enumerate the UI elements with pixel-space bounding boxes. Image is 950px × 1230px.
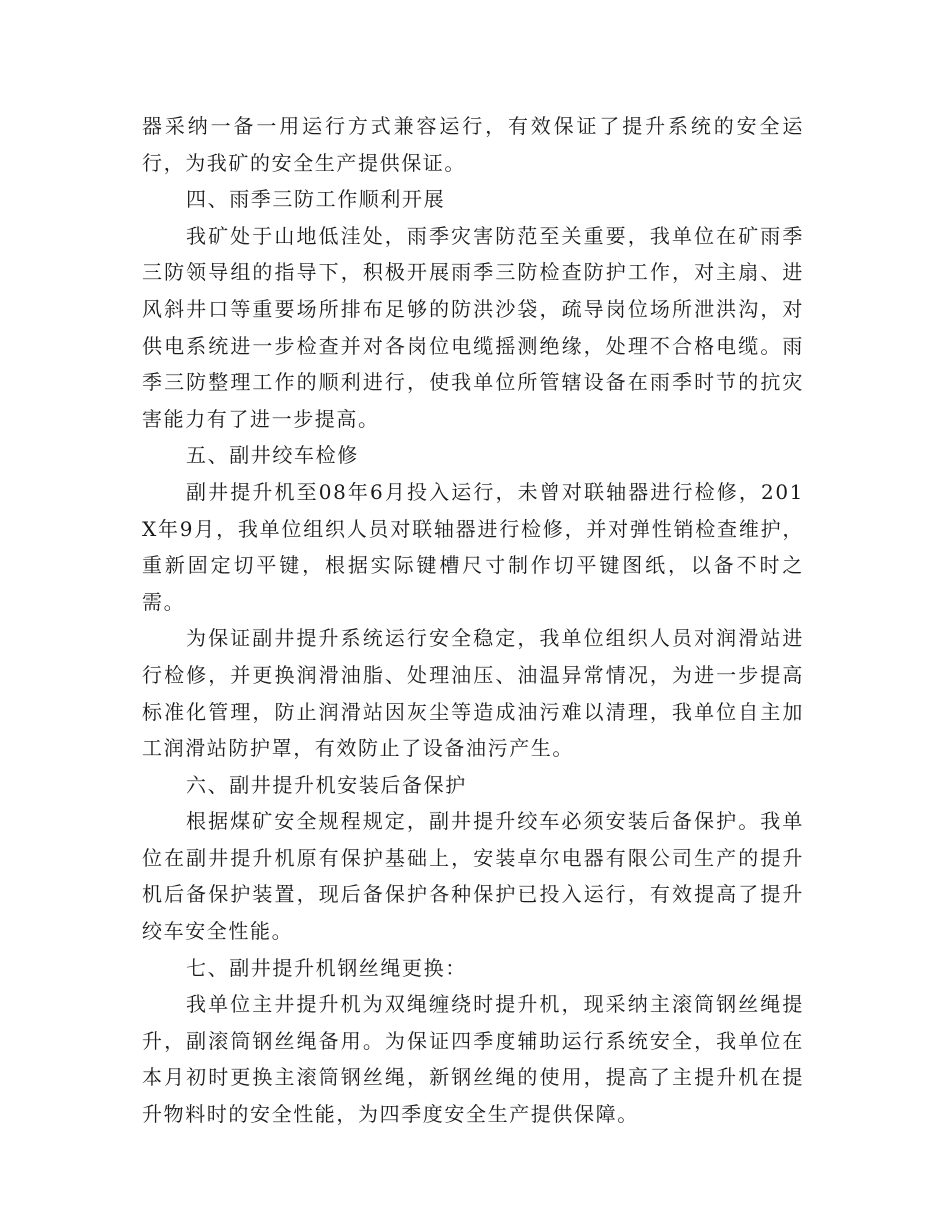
paragraph-wire-rope: 我单位主井提升机为双绳缠绕时提升机，现采纳主滚筒钢丝绳提升，副滚筒钢丝绳备用。为保证四季度辅助运行系统安全，我单位在本月初时更换主滚筒钢丝绳，新钢丝绳的使用，提高了主提升机在提升物料时的安全性能，为四季度安全生产提供保障。 <box>142 992 804 1127</box>
paragraph-backup-protection: 根据煤矿安全规程规定，副井提升绞车必须安装后备保护。我单位在副井提升机原有保护基础上，安装卓尔电器有限公司生产的提升机后备保护装置，现后备保护各种保护已投入运行，有效提高了提升绞车安全性能。 <box>142 809 804 944</box>
paragraph-continuation: 器采纳一备一用运行方式兼容运行，有效保证了提升系统的安全运行，为我矿的安全生产提供保证。 <box>142 114 804 175</box>
paragraph-coupling-repair: 副井提升机至08年6月投入运行，未曾对联轴器进行检修，201X年9月，我单位组织人员对联轴器进行检修，并对弹性销检查维护，重新固定切平键，根据实际键槽尺寸制作切平键图纸，以备不时之需。 <box>142 479 804 614</box>
section-heading-6: 六、副井提升机安装后备保护 <box>186 772 467 797</box>
section-heading-7: 七、副井提升机钢丝绳更换： <box>186 955 467 980</box>
document-body <box>142 108 804 1133</box>
paragraph-rainy-season: 我矿处于山地低洼处，雨季灾害防范至关重要，我单位在矿雨季三防领导组的指导下，积极开展雨季三防检查防护工作，对主扇、进风斜井口等重要场所排布足够的防洪沙袋，疏导岗位场所泄洪沟，对供电系统进一步检查并对各岗位电缆摇测绝缘，处理不合格电缆。雨季三防整理工作的顺利进行，使我单位所管辖设备在雨季时节的抗灾害能力有了进一步提高。 <box>142 223 804 431</box>
paragraph-lubrication-station: 为保证副井提升系统运行安全稳定，我单位组织人员对润滑站进行检修，并更换润滑油脂、处理油压、油温异常情况，为进一步提高标准化管理，防止润滑站因灰尘等造成油污难以清理，我单位自主加工润滑站防护罩，有效防止了设备油污产生。 <box>142 626 804 761</box>
section-heading-4: 四、雨季三防工作顺利开展 <box>186 187 446 212</box>
section-heading-5: 五、副井绞车检修 <box>186 443 359 468</box>
